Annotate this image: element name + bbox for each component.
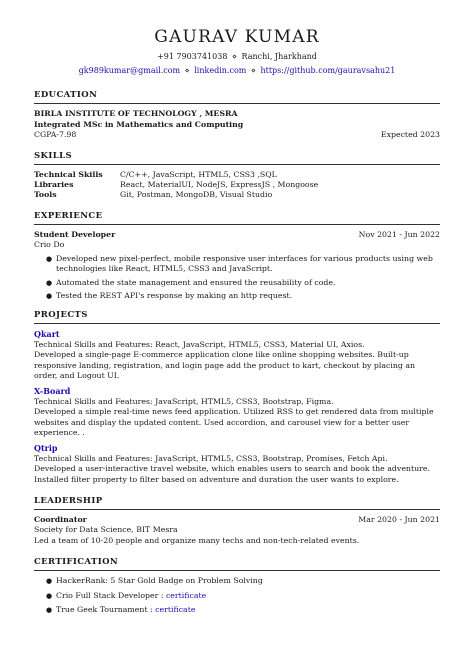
section-title: EDUCATION (34, 90, 98, 100)
job-dates: Nov 2021 - Jun 2022 (358, 230, 440, 239)
contact-line (34, 51, 440, 62)
list-item: ● Automated the state management and ensured the reusability of code. (46, 277, 336, 287)
bullet-icon: ● (46, 606, 53, 614)
education-meta-row (34, 130, 440, 140)
candidate-name: GAURAV KUMAR (154, 27, 320, 47)
section-divider (34, 570, 440, 571)
github-link[interactable]: https://github.com/gauravsahu21 (260, 66, 396, 75)
bullet-icon: ● (46, 577, 53, 585)
skill-label: Technical Skills (34, 170, 103, 179)
project-description: Developed a simple real-time news feed application. Utilized RSS to get rendered data from multiple websites and display the updated content. Used accordion, and carousel view for a better user experience. . (34, 407, 434, 437)
diamond-separator-icon: ⋄ (231, 52, 237, 61)
phone: +91 7903741038 (157, 52, 228, 61)
section-divider (34, 103, 440, 104)
list-item: ● Developed new pixel-perfect, mobile responsive user interfaces for various products using web technologies like React, HTML5, CSS3 and JavaScript. (46, 253, 433, 273)
project-tech: Technical Skills and Features: JavaScript, HTML5, CSS3, Bootstrap, Promises, Fetch Api. (34, 453, 388, 463)
section-title: LEADERSHIP (34, 496, 103, 506)
project-description: Developed a single-page E-commerce application clone like online shopping websites. Built-up responsive landing, registration, and login page add the product to kart, checkout by placing an order, and Logout UI. (34, 350, 416, 380)
skills-grid (34, 170, 440, 200)
skill-value: React, MaterialUI, NodeJS, ExpressJS , Mongoose (120, 180, 319, 189)
diamond-separator-icon: ⋄ (184, 66, 190, 75)
bullet-icon: ● (46, 292, 53, 300)
list-item: ● Tested the REST API's response by making an http request. (46, 291, 293, 300)
section-title: CERTIFICATION (34, 557, 119, 567)
section-title: SKILLS (34, 151, 72, 161)
bullet-icon: ● (46, 591, 53, 600)
list-item: ● True Geek Tournament : certificate (46, 605, 196, 614)
institute-name: BIRLA INSTITUTE OF TECHNOLOGY , MESRA (34, 109, 238, 118)
section-divider (34, 224, 440, 225)
degree-name: Integrated MSc in Mathematics and Computing (34, 119, 244, 129)
links-line (34, 65, 440, 76)
leadership-role: Coordinator (34, 515, 87, 524)
leadership-org: Society for Data Science, BIT Mesra (34, 525, 178, 534)
company-name: Crio Do (34, 240, 65, 249)
skill-label: Tools (34, 190, 57, 199)
job-role: Student Developer (34, 230, 116, 239)
skill-label: Libraries (34, 180, 74, 189)
bullet-icon: ● (46, 254, 53, 263)
leadership-dates: Mar 2020 - Jun 2021 (358, 515, 440, 524)
experience-header-row (34, 230, 440, 240)
resume-page (0, 26, 474, 658)
linkedin-link[interactable]: linkedin.com (194, 66, 247, 75)
location: Ranchi, Jharkhand (241, 52, 317, 61)
leadership-description: Led a team of 10-20 people and organize many techs and non-tech-related events. (34, 535, 360, 545)
section-divider (34, 164, 440, 165)
list-item: ● Crio Full Stack Developer : certificate (46, 590, 207, 600)
skills-section (34, 151, 440, 200)
section-title: EXPERIENCE (34, 211, 103, 221)
cgpa: CGPA-7.98 (34, 130, 77, 139)
leadership-header-row (34, 515, 440, 525)
section-divider (34, 323, 440, 324)
project-title-qkart[interactable]: Qkart (34, 328, 60, 339)
project-list (34, 329, 440, 486)
skill-value: Git, Postman, MongoDB, Visual Studio (120, 190, 273, 199)
experience-section (34, 211, 440, 302)
projects-section (34, 310, 440, 486)
project-tech: Technical Skills and Features: React, JavaScript, HTML5, CSS3, Material UI, Axios. (34, 339, 365, 349)
project-title-xboard[interactable]: X-Board (34, 385, 71, 396)
certificate-link[interactable]: certificate (165, 590, 207, 600)
list-item: ● HackerRank: 5 Star Gold Badge on Problem Solving (46, 576, 263, 585)
project-tech: Technical Skills and Features: JavaScript, HTML5, CSS3, Bootstrap, Figma. (34, 396, 334, 406)
diamond-separator-icon: ⋄ (250, 66, 256, 75)
section-title: PROJECTS (34, 309, 88, 320)
project-description: Developed a user-interactive travel website, which enables users to search and book the adventure. Installed filter property to filter based on adventure and duration the user wants to explore. (34, 464, 430, 484)
skill-value: C/C++, JavaScript, HTML5, CSS3 ,SQL (120, 170, 277, 179)
certificate-link[interactable]: certificate (155, 605, 196, 614)
expected-year: Expected 2023 (380, 130, 440, 139)
email-link[interactable]: gk989kumar@gmail.com (78, 66, 181, 75)
bullet-icon: ● (46, 278, 53, 287)
project-title-qtrip[interactable]: Qtrip (34, 442, 58, 453)
education-section (34, 90, 440, 140)
leadership-section (34, 496, 440, 546)
certification-section (34, 557, 440, 616)
section-divider (34, 509, 440, 510)
certification-list (34, 576, 440, 616)
experience-bullets (34, 254, 440, 302)
